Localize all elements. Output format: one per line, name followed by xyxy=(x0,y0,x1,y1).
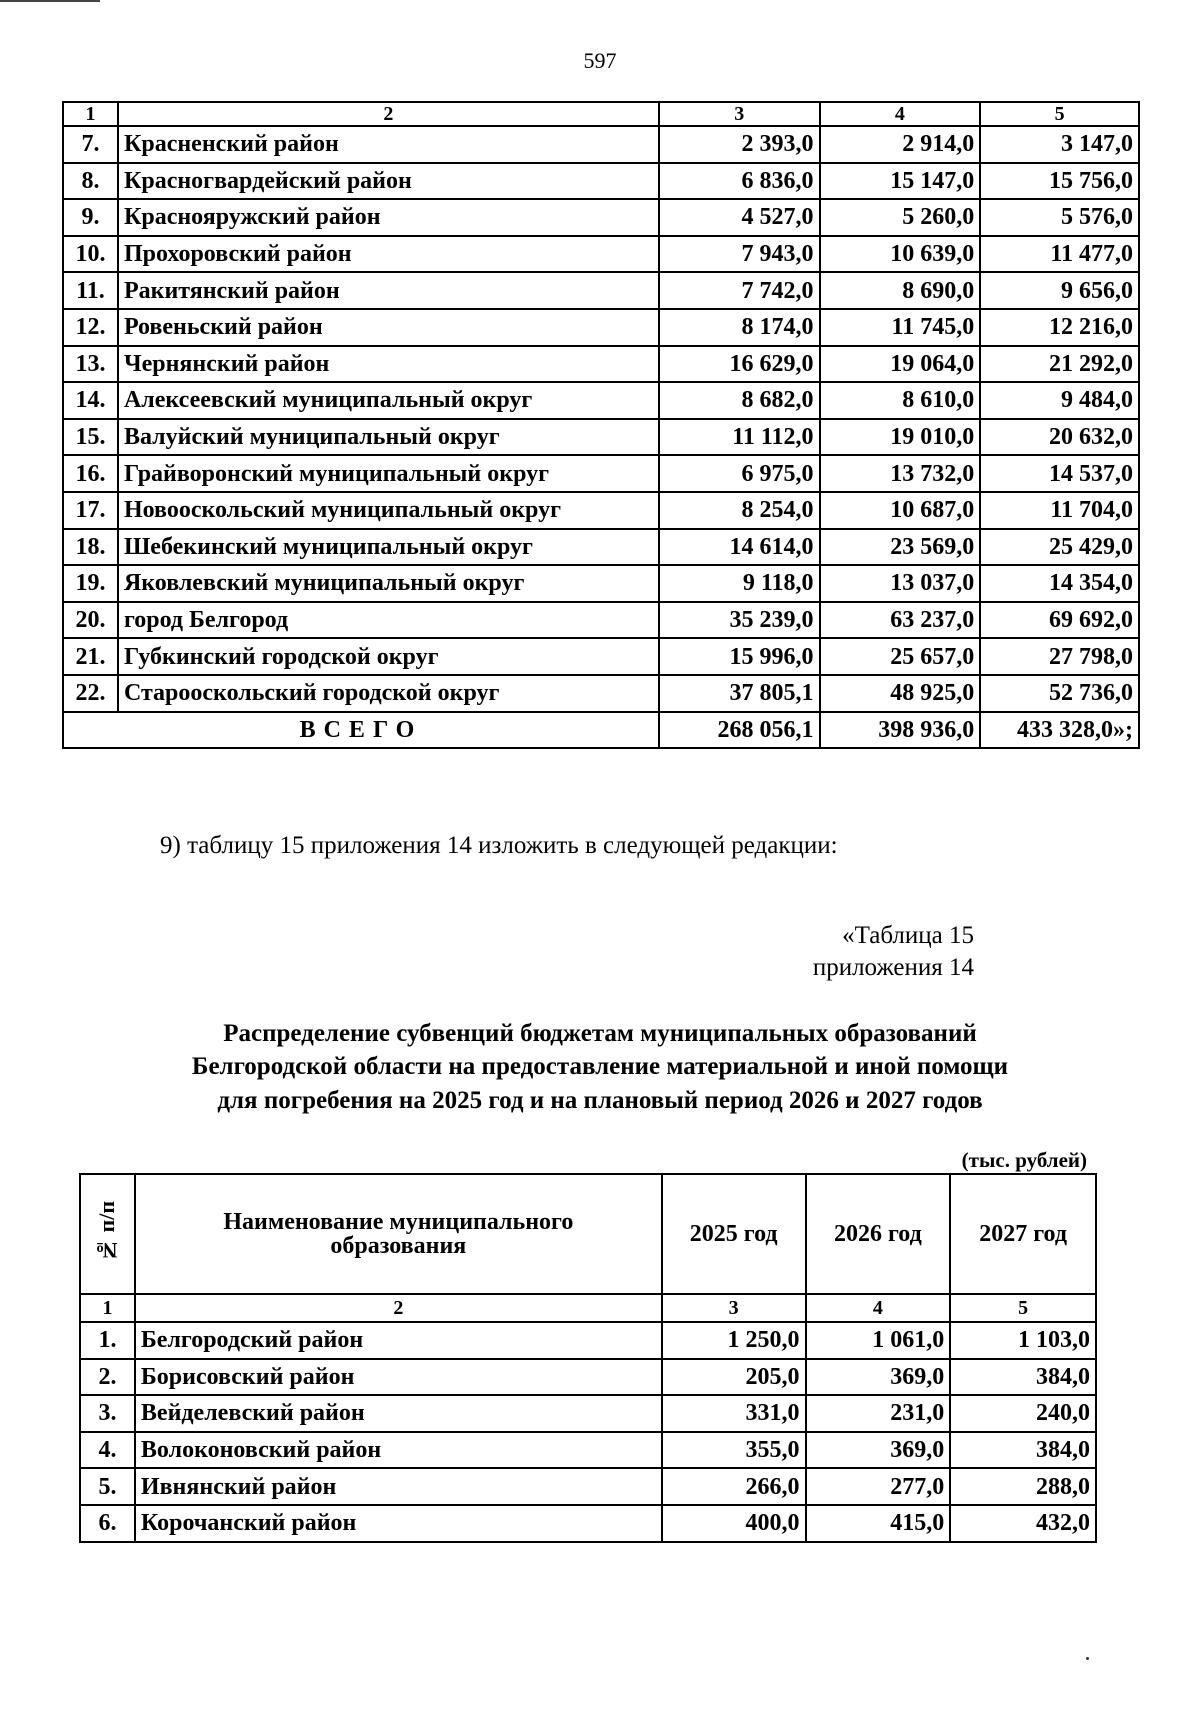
header-name-line: Наименование муниципального xyxy=(223,1209,574,1235)
row-number: 14. xyxy=(63,382,118,419)
value-2026: 1 061,0 xyxy=(806,1322,951,1359)
municipality-name: Вейделевский район xyxy=(135,1395,662,1432)
value-2027: 25 429,0 xyxy=(980,529,1139,566)
value-2027: 21 292,0 xyxy=(980,346,1139,383)
row-number: 19. xyxy=(63,565,118,602)
value-2026: 415,0 xyxy=(806,1505,951,1542)
municipality-name: Белгородский район xyxy=(135,1322,662,1359)
row-number: 22. xyxy=(63,675,118,712)
header-name-cell xyxy=(135,1174,662,1294)
value-2026: 15 147,0 xyxy=(820,163,981,200)
value-2026: 5 260,0 xyxy=(820,199,981,236)
row-number: 4. xyxy=(80,1432,135,1469)
table-15 xyxy=(79,1173,1097,1543)
value-2027: 11 704,0 xyxy=(980,492,1139,529)
municipality-name: Валуйский муниципальный округ xyxy=(118,419,659,456)
header-num: № п/п xyxy=(94,1200,120,1263)
municipality-name: Шебекинский муниципальный округ xyxy=(118,529,659,566)
table-row xyxy=(63,492,1139,529)
value-2027: 240,0 xyxy=(950,1395,1096,1432)
col-number-cell: 5 xyxy=(980,102,1139,126)
col-number-cell: 1 xyxy=(80,1294,135,1322)
value-2026: 369,0 xyxy=(806,1432,951,1469)
table-row xyxy=(80,1322,1096,1359)
table-row xyxy=(63,382,1139,419)
value-2025: 331,0 xyxy=(662,1395,806,1432)
table-row xyxy=(63,163,1139,200)
col-number-cell: 5 xyxy=(950,1294,1096,1322)
value-2027: 11 477,0 xyxy=(980,236,1139,273)
row-number: 6. xyxy=(80,1505,135,1542)
table-row xyxy=(80,1359,1096,1396)
value-2027: 27 798,0 xyxy=(980,638,1139,675)
value-2027: 9 656,0 xyxy=(980,272,1139,309)
col-number-cell: 2 xyxy=(135,1294,662,1322)
total-label: ВСЕГО xyxy=(63,712,659,749)
total-2026: 398 936,0 xyxy=(820,712,981,749)
table-caption xyxy=(813,920,974,984)
value-2026: 25 657,0 xyxy=(820,638,981,675)
value-2025: 6 975,0 xyxy=(659,455,820,492)
municipality-name: Старооскольский городской округ xyxy=(118,675,659,712)
units-label: (тыс. рублей) xyxy=(961,1148,1087,1172)
value-2025: 37 805,1 xyxy=(659,675,820,712)
header-2026: 2026 год xyxy=(806,1174,951,1294)
municipality-name: Красненский район xyxy=(118,126,659,163)
row-number: 3. xyxy=(80,1395,135,1432)
title-line: Распределение субвенций бюджетам муниципальных образований xyxy=(223,1020,977,1047)
table-row xyxy=(80,1468,1096,1505)
row-number: 12. xyxy=(63,309,118,346)
col-number-cell: 2 xyxy=(118,102,659,126)
value-2025: 11 112,0 xyxy=(659,419,820,456)
value-2026: 8 610,0 xyxy=(820,382,981,419)
row-number: 17. xyxy=(63,492,118,529)
value-2026: 277,0 xyxy=(806,1468,951,1505)
row-number: 9. xyxy=(63,199,118,236)
value-2026: 369,0 xyxy=(806,1359,951,1396)
value-2027: 9 484,0 xyxy=(980,382,1139,419)
value-2025: 400,0 xyxy=(662,1505,806,1542)
value-2026: 10 687,0 xyxy=(820,492,981,529)
table-row xyxy=(63,346,1139,383)
value-2026: 23 569,0 xyxy=(820,529,981,566)
value-2025: 8 174,0 xyxy=(659,309,820,346)
municipality-name: Ровеньский район xyxy=(118,309,659,346)
value-2026: 63 237,0 xyxy=(820,602,981,639)
value-2026: 231,0 xyxy=(806,1395,951,1432)
value-2027: 384,0 xyxy=(950,1432,1096,1469)
page-number: 597 xyxy=(583,48,617,73)
row-number: 13. xyxy=(63,346,118,383)
municipality-name: город Белгород xyxy=(118,602,659,639)
value-2025: 205,0 xyxy=(662,1359,806,1396)
row-number: 16. xyxy=(63,455,118,492)
table-caption-line: приложения 14 xyxy=(812,954,974,981)
table-row xyxy=(63,529,1139,566)
total-2027: 433 328,0»; xyxy=(980,712,1139,749)
table-continuation xyxy=(62,101,1140,749)
municipality-name: Губкинский городской округ xyxy=(118,638,659,675)
municipality-name: Ракитянский район xyxy=(118,272,659,309)
value-2025: 14 614,0 xyxy=(659,529,820,566)
table-column-numbers xyxy=(80,1294,1096,1322)
col-number-cell: 3 xyxy=(662,1294,806,1322)
scan-dot xyxy=(1086,1657,1089,1660)
header-2027: 2027 год xyxy=(950,1174,1096,1294)
value-2027: 20 632,0 xyxy=(980,419,1139,456)
title-line: для погребения на 2025 год и на плановый период 2026 и 2027 годов xyxy=(217,1086,983,1114)
value-2025: 16 629,0 xyxy=(659,346,820,383)
value-2026: 8 690,0 xyxy=(820,272,981,309)
municipality-name: Алексеевский муниципальный округ xyxy=(118,382,659,419)
value-2026: 13 037,0 xyxy=(820,565,981,602)
value-2027: 14 354,0 xyxy=(980,565,1139,602)
value-2025: 8 682,0 xyxy=(659,382,820,419)
value-2025: 6 836,0 xyxy=(659,163,820,200)
row-number: 5. xyxy=(80,1468,135,1505)
value-2025: 266,0 xyxy=(662,1468,806,1505)
value-2025: 7 943,0 xyxy=(659,236,820,273)
table-row xyxy=(63,236,1139,273)
row-number: 7. xyxy=(63,126,118,163)
value-2027: 5 576,0 xyxy=(980,199,1139,236)
header-num-cell xyxy=(80,1174,135,1294)
col-number-cell: 4 xyxy=(806,1294,951,1322)
municipality-name: Корочанский район xyxy=(135,1505,662,1542)
value-2025: 8 254,0 xyxy=(659,492,820,529)
municipality-name: Ивнянский район xyxy=(135,1468,662,1505)
municipality-name: Новооскольский муниципальный округ xyxy=(118,492,659,529)
table-row xyxy=(63,419,1139,456)
row-number: 20. xyxy=(63,602,118,639)
table-row xyxy=(63,675,1139,712)
table-column-numbers xyxy=(63,102,1139,126)
table-row xyxy=(80,1395,1096,1432)
table-header-row xyxy=(80,1174,1096,1294)
document-title xyxy=(100,1017,1100,1117)
col-number-cell: 1 xyxy=(63,102,118,126)
value-2026: 11 745,0 xyxy=(820,309,981,346)
value-2027: 12 216,0 xyxy=(980,309,1139,346)
value-2025: 2 393,0 xyxy=(659,126,820,163)
row-number: 10. xyxy=(63,236,118,273)
col-number-cell: 3 xyxy=(659,102,820,126)
total-2025: 268 056,1 xyxy=(659,712,820,749)
value-2027: 288,0 xyxy=(950,1468,1096,1505)
municipality-name: Грайворонский муниципальный округ xyxy=(118,455,659,492)
table-row xyxy=(63,455,1139,492)
header-name-line: образования xyxy=(330,1233,467,1259)
amendment-note: 9) таблицу 15 приложения 14 изложить в следующей редакции: xyxy=(160,832,838,859)
municipality-name: Борисовский район xyxy=(135,1359,662,1396)
value-2027: 1 103,0 xyxy=(950,1322,1096,1359)
row-number: 21. xyxy=(63,638,118,675)
row-number: 18. xyxy=(63,529,118,566)
value-2027: 3 147,0 xyxy=(980,126,1139,163)
municipality-name: Чернянский район xyxy=(118,346,659,383)
municipality-name: Красногвардейский район xyxy=(118,163,659,200)
value-2027: 69 692,0 xyxy=(980,602,1139,639)
corner-line xyxy=(0,0,100,2)
table-row xyxy=(63,199,1139,236)
value-2027: 384,0 xyxy=(950,1359,1096,1396)
value-2027: 15 756,0 xyxy=(980,163,1139,200)
table-caption-line: «Таблица 15 xyxy=(842,922,974,949)
title-line: Белгородской области на предоставление материальной и иной помощи xyxy=(191,1053,1009,1081)
table-total-row xyxy=(63,712,1139,749)
row-number: 15. xyxy=(63,419,118,456)
header-2025: 2025 год xyxy=(662,1174,806,1294)
value-2025: 35 239,0 xyxy=(659,602,820,639)
value-2025: 4 527,0 xyxy=(659,199,820,236)
value-2025: 15 996,0 xyxy=(659,638,820,675)
municipality-name: Волоконовский район xyxy=(135,1432,662,1469)
table-row xyxy=(80,1505,1096,1542)
value-2027: 52 736,0 xyxy=(980,675,1139,712)
row-number: 8. xyxy=(63,163,118,200)
value-2026: 48 925,0 xyxy=(820,675,981,712)
table-row xyxy=(63,565,1139,602)
table-row xyxy=(63,638,1139,675)
table-row xyxy=(80,1432,1096,1469)
table-row xyxy=(63,126,1139,163)
value-2026: 2 914,0 xyxy=(820,126,981,163)
row-number: 1. xyxy=(80,1322,135,1359)
value-2026: 19 064,0 xyxy=(820,346,981,383)
municipality-name: Краснояружский район xyxy=(118,199,659,236)
value-2027: 432,0 xyxy=(950,1505,1096,1542)
col-number-cell: 4 xyxy=(820,102,981,126)
municipality-name: Прохоровский район xyxy=(118,236,659,273)
value-2026: 13 732,0 xyxy=(820,455,981,492)
row-number: 11. xyxy=(63,272,118,309)
municipality-name: Яковлевский муниципальный округ xyxy=(118,565,659,602)
value-2025: 9 118,0 xyxy=(659,565,820,602)
table-row xyxy=(63,272,1139,309)
value-2026: 10 639,0 xyxy=(820,236,981,273)
value-2025: 1 250,0 xyxy=(662,1322,806,1359)
value-2025: 7 742,0 xyxy=(659,272,820,309)
table-row xyxy=(63,602,1139,639)
value-2025: 355,0 xyxy=(662,1432,806,1469)
table-row xyxy=(63,309,1139,346)
value-2027: 14 537,0 xyxy=(980,455,1139,492)
value-2026: 19 010,0 xyxy=(820,419,981,456)
row-number: 2. xyxy=(80,1359,135,1396)
